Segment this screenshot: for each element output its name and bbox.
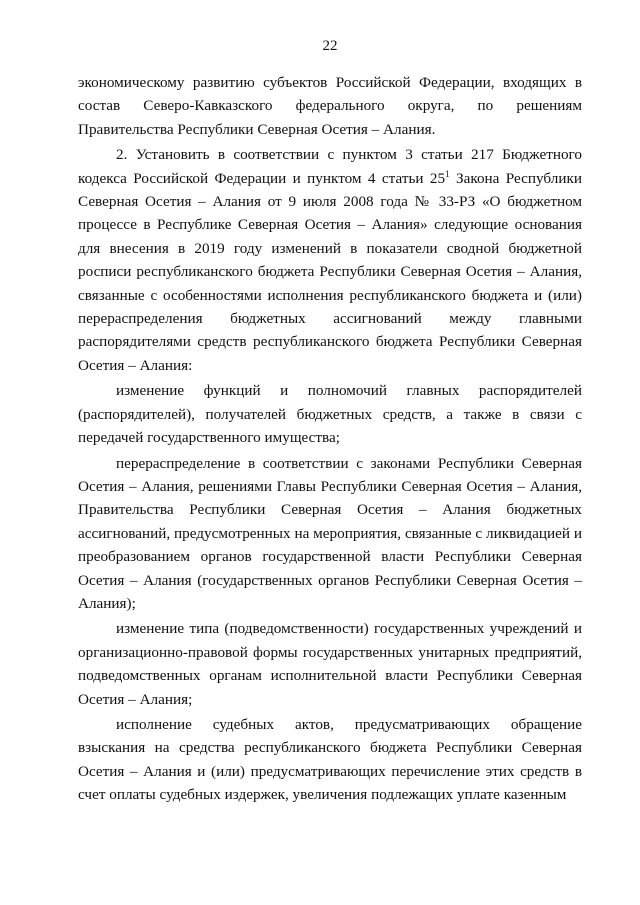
article-superscript: 1 [445, 168, 450, 179]
page-number: 22 [322, 38, 338, 54]
paragraph-item-2-text-end: Закона Республики Северная Осетия – Алания от 9 июля 2008 года № 33-РЗ «О бюджетном процессе в Республике Северная Осетия – Алания» следующие основания для внесения в 2019 году изменений в показатели сводной бюджетной росписи республиканского бюджета Республики Северная Осетия – Алания, связанные с особенностями исполнения республиканского бюджета и (или) перераспределения бюджетных ассигнований между главными распорядителями средств республиканского бюджета Республики Северная Осетия – Алания: [78, 169, 582, 374]
paragraph-redistribution: перераспределение в соответствии с законами Республики Северная Осетия – Алания, решениями Главы Республики Северная Осетия – Алания, Правительства Республики Северная Осетия – Алания бюджетных ассигнований, предусмотренных на мероприятия, связанные с ликвидацией и преобразованием органов государственной власти Республики Северная Осетия – Алания (государственных органов Республики Северная Осетия – Алания); [78, 454, 582, 612]
paragraph-court-acts: исполнение судебных актов, предусматривающих обращение взыскания на средства республиканского бюджета Республики Северная Осетия – Алания и (или) предусматривающих перечисление этих средств в счет оплаты судебных издержек, увеличения подлежащих уплате казенным [78, 715, 582, 804]
paragraph-continuation: экономическому развитию субъектов Российской Федерации, входящих в состав Северо-Кавказского федерального округа, по решениям Правительства Республики Северная Осетия – Алания. [78, 74, 582, 138]
paragraph-change-type: изменение типа (подведомственности) государственных учреждений и организационно-правовой формы государственных унитарных предприятий, подведомственных органам исполнительной власти Республики Северная Осетия – Алания; [78, 620, 582, 708]
paragraph-item-2 [78, 143, 582, 377]
paragraph-item-2-text-start: 2. Установить в соответствии с пунктом 3 статьи 217 Бюджетного кодекса Российской Федерации и пунктом 4 статьи 25 [78, 146, 582, 187]
paragraph-change-functions: изменение функций и полномочий главных распорядителей (распорядителей), получателей бюджетных средств, а также в связи с передачей государственного имущества; [78, 382, 582, 447]
document-body [78, 71, 582, 807]
